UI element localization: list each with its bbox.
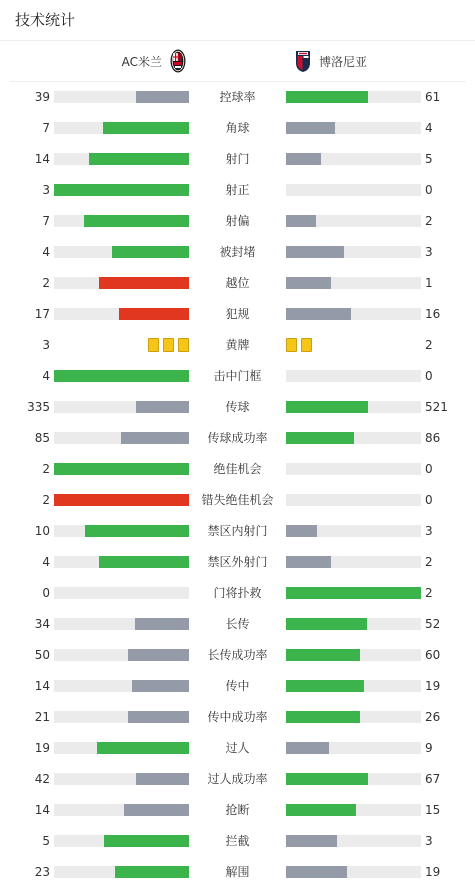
home-value: 14 (34, 803, 50, 817)
away-value: 0 (425, 183, 433, 197)
home-bar-fill (97, 742, 189, 754)
away-bar-fill (286, 649, 360, 661)
home-bar-track (54, 122, 189, 134)
home-bar-fill (112, 246, 189, 258)
away-bar-fill (286, 866, 347, 878)
stat-row (0, 547, 475, 578)
stat-label: 长传 (225, 617, 250, 631)
away-value: 2 (425, 338, 433, 352)
away-value: 3 (425, 524, 433, 538)
home-bar-track (54, 401, 189, 413)
away-value: 52 (425, 617, 441, 631)
stat-label: 射门 (225, 152, 250, 166)
stat-row (0, 826, 475, 857)
away-bar-fill (286, 525, 317, 537)
away-bar-track (286, 122, 421, 134)
away-bar-fill (286, 680, 364, 692)
stats-list (0, 82, 475, 888)
stat-row (0, 175, 475, 206)
stat-label: 传中成功率 (207, 710, 268, 724)
away-value: 2 (425, 586, 433, 600)
home-value: 335 (27, 400, 50, 414)
home-value: 4 (42, 369, 50, 383)
home-bar-fill (85, 525, 189, 537)
stat-row (0, 516, 475, 547)
stat-row (0, 299, 475, 330)
away-bar-track (286, 866, 421, 878)
home-bar-fill (119, 308, 189, 320)
away-value: 0 (425, 493, 433, 507)
home-bar-fill (99, 556, 189, 568)
away-value: 521 (425, 400, 448, 414)
away-value: 19 (425, 865, 441, 879)
home-bar-fill (136, 773, 189, 785)
home-value: 14 (34, 679, 50, 693)
away-bar-track (286, 463, 421, 475)
stat-row (0, 206, 475, 237)
home-value: 21 (34, 710, 50, 724)
stat-row (0, 423, 475, 454)
stat-row (0, 144, 475, 175)
home-bar-fill (99, 277, 189, 289)
away-bar-track (286, 649, 421, 661)
home-bar-track (54, 556, 189, 568)
stat-label: 过人 (225, 741, 250, 755)
home-bar-track (54, 525, 189, 537)
yellow-card-icon (301, 338, 312, 352)
home-bar-fill (124, 804, 189, 816)
stat-label: 越位 (225, 276, 250, 290)
away-bar-fill (286, 246, 344, 258)
home-bar-track (54, 742, 189, 754)
stat-label: 传中 (225, 679, 250, 693)
home-value: 17 (34, 307, 50, 321)
stat-label: 传球成功率 (207, 431, 268, 445)
away-team-name: 博洛尼亚 (319, 54, 368, 69)
home-value: 19 (34, 741, 50, 755)
home-bar-track (54, 587, 189, 599)
home-bar-track (54, 91, 189, 103)
stat-row (0, 764, 475, 795)
away-bar-fill (286, 122, 335, 134)
away-bar-track (286, 401, 421, 413)
home-team-name: AC米兰 (121, 54, 162, 69)
home-bar-track (54, 866, 189, 878)
away-value: 3 (425, 834, 433, 848)
stat-label: 黄牌 (225, 338, 250, 352)
stat-label: 门将扑救 (213, 586, 262, 600)
stat-row (0, 485, 475, 516)
away-bar-track (286, 246, 421, 258)
away-bar-track (286, 370, 421, 382)
away-yellow-cards (286, 338, 312, 352)
away-bar-fill (286, 587, 421, 599)
away-bar-fill (286, 711, 360, 723)
home-bar-track (54, 215, 189, 227)
home-bar-fill (132, 680, 189, 692)
home-value: 2 (42, 493, 50, 507)
away-bar-fill (286, 308, 351, 320)
home-value: 4 (42, 555, 50, 569)
home-value: 50 (34, 648, 50, 662)
away-bar-track (286, 742, 421, 754)
stat-label: 解围 (225, 865, 250, 879)
away-bar-fill (286, 835, 337, 847)
home-value: 3 (42, 183, 50, 197)
home-value: 3 (42, 338, 50, 352)
away-value: 2 (425, 214, 433, 228)
away-value: 19 (425, 679, 441, 693)
away-value: 9 (425, 741, 433, 755)
away-bar-track (286, 432, 421, 444)
stat-row (0, 237, 475, 268)
away-value: 0 (425, 369, 433, 383)
home-value: 42 (34, 772, 50, 786)
away-bar-track (286, 494, 421, 506)
stat-row (0, 392, 475, 423)
away-bar-fill (286, 153, 321, 165)
home-bar-fill (115, 866, 189, 878)
away-bar-track (286, 680, 421, 692)
home-bar-fill (135, 618, 189, 630)
away-value: 61 (425, 90, 441, 104)
home-bar-track (54, 680, 189, 692)
stat-label: 绝佳机会 (213, 462, 262, 476)
home-bar-fill (104, 835, 189, 847)
away-value: 16 (425, 307, 441, 321)
stat-row (0, 82, 475, 113)
home-team[interactable] (122, 49, 186, 73)
away-team[interactable] (295, 49, 367, 73)
stat-row (0, 330, 475, 361)
stat-row (0, 454, 475, 485)
home-bar-track (54, 494, 189, 506)
away-value: 67 (425, 772, 441, 786)
stat-label: 错失绝佳机会 (201, 493, 274, 507)
home-bar-track (54, 184, 189, 196)
stat-label: 禁区外射门 (207, 555, 268, 569)
away-bar-fill (286, 432, 354, 444)
home-value: 39 (34, 90, 50, 104)
home-bar-fill (54, 370, 189, 382)
home-bar-track (54, 308, 189, 320)
away-bar-track (286, 711, 421, 723)
away-bar-fill (286, 277, 331, 289)
away-bar-fill (286, 91, 368, 103)
home-value: 0 (42, 586, 50, 600)
home-yellow-cards (148, 338, 189, 352)
away-value: 4 (425, 121, 433, 135)
yellow-card-icon (286, 338, 297, 352)
away-bar-track (286, 91, 421, 103)
stat-label: 拦截 (225, 834, 250, 848)
away-bar-track (286, 773, 421, 785)
away-bar-fill (286, 804, 356, 816)
away-value: 26 (425, 710, 441, 724)
bologna-crest-icon (295, 49, 311, 73)
stat-label: 控球率 (219, 90, 256, 104)
away-bar-fill (286, 742, 329, 754)
home-bar-track (54, 649, 189, 661)
home-bar-track (54, 773, 189, 785)
home-bar-fill (84, 215, 189, 227)
page-title: 技术统计 (15, 11, 76, 29)
away-value: 3 (425, 245, 433, 259)
home-bar-fill (128, 711, 189, 723)
stat-label: 射偏 (225, 214, 250, 228)
away-bar-track (286, 184, 421, 196)
ac-milan-crest-icon (170, 49, 186, 73)
away-bar-track (286, 215, 421, 227)
home-bar-fill (54, 463, 189, 475)
stat-label: 角球 (225, 121, 250, 135)
stat-row (0, 857, 475, 888)
stat-row (0, 113, 475, 144)
stat-row (0, 268, 475, 299)
home-bar-fill (54, 184, 189, 196)
away-value: 86 (425, 431, 441, 445)
away-value: 60 (425, 648, 441, 662)
home-value: 7 (42, 214, 50, 228)
home-bar-track (54, 246, 189, 258)
home-bar-fill (136, 91, 189, 103)
away-bar-track (286, 804, 421, 816)
team-header (0, 41, 475, 81)
stat-row (0, 609, 475, 640)
stat-label: 抢断 (225, 803, 250, 817)
home-bar-fill (103, 122, 189, 134)
home-bar-track (54, 618, 189, 630)
away-bar-fill (286, 401, 368, 413)
home-bar-fill (121, 432, 189, 444)
away-bar-fill (286, 215, 316, 227)
stat-label: 击中门框 (213, 369, 262, 383)
away-bar-fill (286, 556, 331, 568)
home-value: 14 (34, 152, 50, 166)
stat-row (0, 733, 475, 764)
home-bar-fill (89, 153, 189, 165)
away-bar-track (286, 277, 421, 289)
home-bar-track (54, 804, 189, 816)
away-value: 1 (425, 276, 433, 290)
away-bar-track (286, 153, 421, 165)
stat-label: 过人成功率 (207, 772, 268, 786)
away-value: 2 (425, 555, 433, 569)
yellow-card-icon (178, 338, 189, 352)
stat-row (0, 795, 475, 826)
stat-label: 传球 (225, 400, 250, 414)
home-value: 85 (34, 431, 50, 445)
home-bar-fill (136, 401, 189, 413)
away-bar-track (286, 308, 421, 320)
stat-row (0, 702, 475, 733)
stat-label: 长传成功率 (207, 648, 268, 662)
stat-label: 犯规 (225, 307, 250, 321)
home-bar-track (54, 370, 189, 382)
home-value: 7 (42, 121, 50, 135)
home-value: 4 (42, 245, 50, 259)
stat-row (0, 640, 475, 671)
away-bar-track (286, 525, 421, 537)
away-bar-fill (286, 618, 367, 630)
away-bar-fill (286, 773, 368, 785)
stat-row (0, 361, 475, 392)
home-bar-fill (54, 494, 189, 506)
away-bar-track (286, 835, 421, 847)
home-bar-track (54, 432, 189, 444)
home-bar-track (54, 463, 189, 475)
away-value: 0 (425, 462, 433, 476)
away-bar-track (286, 618, 421, 630)
home-value: 10 (34, 524, 50, 538)
home-bar-fill (128, 649, 189, 661)
home-bar-track (54, 277, 189, 289)
away-bar-track (286, 556, 421, 568)
away-value: 15 (425, 803, 441, 817)
home-value: 2 (42, 276, 50, 290)
home-value: 5 (42, 834, 50, 848)
home-value: 2 (42, 462, 50, 476)
stat-label: 被封堵 (219, 245, 256, 259)
home-bar-track (54, 153, 189, 165)
stat-row (0, 671, 475, 702)
away-value: 5 (425, 152, 433, 166)
yellow-card-icon (148, 338, 159, 352)
home-bar-track (54, 711, 189, 723)
home-value: 23 (34, 865, 50, 879)
away-bar-track (286, 587, 421, 599)
home-value: 34 (34, 617, 50, 631)
stat-row (0, 578, 475, 609)
stat-label: 禁区内射门 (207, 524, 268, 538)
yellow-card-icon (163, 338, 174, 352)
stat-label: 射正 (225, 183, 250, 197)
home-bar-track (54, 835, 189, 847)
